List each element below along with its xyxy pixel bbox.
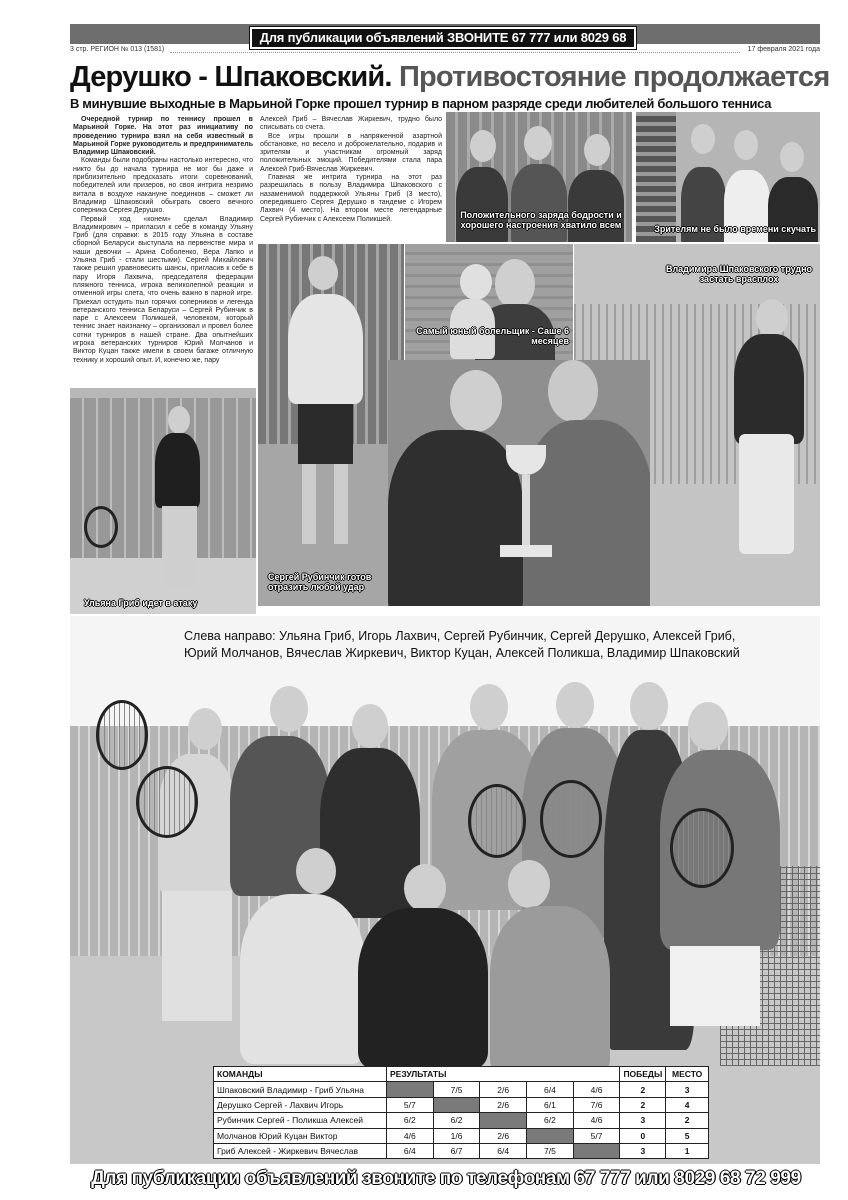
wins-cell: 2 (620, 1097, 666, 1112)
photo-caption: Положительного заряда бодрости и хорошего настроения хватило всем (460, 210, 622, 230)
score-cell: 5/7 (387, 1097, 434, 1112)
score-cell: 2/6 (480, 1097, 527, 1112)
wins-cell: 2 (620, 1082, 666, 1097)
place-cell: 5 (666, 1128, 709, 1143)
photo-caption: Сергей Рубинчик готов отразить любой удар (268, 572, 372, 592)
team-name: Молчанов Юрий Куцан Виктор (214, 1128, 387, 1143)
wins-cell: 3 (620, 1143, 666, 1158)
article-column-1 (73, 116, 253, 365)
table-row (214, 1143, 709, 1158)
header-banner: Для публикации объявлений ЗВОНИТЕ 67 777 или 8029 68 72 999 (250, 27, 636, 49)
score-cell: 4/6 (573, 1082, 620, 1097)
table-header-row (214, 1067, 709, 1082)
score-cell: 2/6 (480, 1128, 527, 1143)
results-table (213, 1066, 709, 1159)
score-cell: 6/4 (480, 1143, 527, 1158)
team-name: Гриб Алексей - Жиркевич Вячеслав (214, 1143, 387, 1158)
score-cell: 5/7 (573, 1128, 620, 1143)
table-row (214, 1082, 709, 1097)
team-name: Шпаковский Владимир - Гриб Ульяна (214, 1082, 387, 1097)
table-row (214, 1097, 709, 1112)
score-cell: 6/2 (527, 1113, 574, 1128)
paragraph: Алексей Гриб – Вячеслав Жиркевич, трудно было списывать со счета. (260, 116, 442, 132)
table-row (214, 1113, 709, 1128)
footer-banner: Для публикации объявлений звоните по телефонам 67 777 или 8029 68 72 999 (91, 1168, 801, 1189)
empty-cell (387, 1082, 434, 1097)
photo-caption: Ульяна Гриб идет в атаку (84, 598, 198, 608)
article-subtitle: В минувшие выходные в Марьиной Горке прошел турнир в парном разряде среди любителей большого тенниса (70, 96, 772, 111)
photo-rubinchik (258, 244, 404, 606)
title-gray: Противостояние продолжается (398, 61, 830, 93)
title-bold: Дерушко - Шпаковский. (70, 61, 392, 93)
photo-spectators-women (636, 112, 820, 242)
photo-spectators-men (446, 112, 632, 242)
score-cell: 6/2 (433, 1113, 480, 1128)
score-cell: 4/6 (573, 1113, 620, 1128)
score-cell: 6/1 (527, 1097, 574, 1112)
wins-cell: 3 (620, 1113, 666, 1128)
photo-trophy (388, 360, 650, 606)
page-info: 3 стр. РЕГИОН № 013 (1581) (70, 46, 165, 53)
paragraph: Все игры прошли в напряженной азартной обстановке, но весело и доброжелательно, подарив и зрителям и участникам огромный заряд положительных эмоций. Победителями стала пара Алексей Гриб-Вячеслав Жиркевич. (260, 132, 442, 173)
score-cell: 7/5 (433, 1082, 480, 1097)
page-meta (70, 46, 820, 56)
header-teams: КОМАНДЫ (214, 1067, 387, 1082)
article-title (70, 60, 830, 94)
photo-caption: Зрителям не было времени скучать (654, 224, 816, 234)
table-row (214, 1128, 709, 1143)
paragraph: Команды были подобраны настолько интересно, что никто бы до начала турнира не мог бы даже и приблизительно предсказать итоги соревнований, победителей или призеров, но своя интрига незримо витала в воздухе накануне поединков – сможет ли Владимир Шпаковский обыграть своего вечного соперника Сергея Дерушко. (73, 157, 253, 215)
photo-caption: Самый юный болельщик - Саше 6 месяцев (416, 326, 569, 346)
empty-cell (573, 1143, 620, 1158)
score-cell: 1/6 (433, 1128, 480, 1143)
score-cell: 7/5 (527, 1143, 574, 1158)
team-name: Рубинчик Сергей - Поликша Алексей (214, 1113, 387, 1128)
score-cell: 7/6 (573, 1097, 620, 1112)
wins-cell: 0 (620, 1128, 666, 1143)
place-cell: 2 (666, 1113, 709, 1128)
score-cell: 6/4 (387, 1143, 434, 1158)
empty-cell (480, 1113, 527, 1128)
paragraph: Главная же интрига турнира на этот раз разрешилась в пользу Владимира Шпаковского с назаменимой поддержкой Ульяны Гриб (3 место), опередившего Сергея Дерушко в тандеме с Игорем Лахвич (4 место). На втором месте легендарные Сергей Рубинчик с Алексеем Поликшей. (260, 174, 442, 223)
place-cell: 4 (666, 1097, 709, 1112)
paragraph: Очередной турнир по теннису прошел в Марьиной Горке. На этот раз инициативу по проведению турнира взял на себя известный в Марьиной Горке руководитель и предприниматель Владимир Шпаковский. (73, 116, 253, 157)
photo-caption: Владимира Шпаковского трудно застать врасплох (665, 264, 813, 284)
score-cell: 6/4 (527, 1082, 574, 1097)
header-results: РЕЗУЛЬТАТЫ (387, 1067, 620, 1082)
issue-date: 17 февраля 2021 года (747, 46, 820, 53)
empty-cell (527, 1128, 574, 1143)
place-cell: 3 (666, 1082, 709, 1097)
score-cell: 2/6 (480, 1082, 527, 1097)
score-cell: 6/2 (387, 1113, 434, 1128)
header-place: МЕСТО (666, 1067, 709, 1082)
paragraph: Первый ход «конем» сделал Владимир Владимирович – пригласил к себе в команду Ульяну Гриб (для справки: в 2015 году Ульяна в составе сборной Беларуси выступала на первенстве мира и наши девочки – Арина Соболенко, Вера Лапко и Ульяна Гриб - стали шестыми). Сергей Михайлович также решил уравновесить шансы, пригласив к себе в пару Игоря Лахвича, председателя федерации пляжного тенниса, игрока великолепной реакции и отменной игры слета, что очень важно в парной игре. Приехал остудить пыл горячих соперников и легенда ветеранского тенниса Беларуси – Сергей Рубинчик в паре с Алексеем Поликшей, человеком, который теннис знает наизнанку – организовал и провел более сотни турниров в нашей стране. Два опытнейших игрока ветеранских турниров Юрий Молчанов и Виктор Куцан также имели в своем багаже отличную технику и хороший опыт. И, конечно же, пару (73, 215, 253, 364)
photo-ulyana (70, 388, 256, 614)
score-cell: 6/7 (433, 1143, 480, 1158)
score-cell: 4/6 (387, 1128, 434, 1143)
meta-divider (170, 52, 740, 53)
article-column-2 (260, 116, 442, 224)
group-caption: Слева направо: Ульяна Гриб, Игорь Лахвич, Сергей Рубинчик, Сергей Дерушко, Алексей Гриб, Юрий Молчанов, Вячеслав Жиркевич, Виктор Куцан, Алексей Поликша, Владимир Шпаковский (184, 629, 740, 660)
empty-cell (433, 1097, 480, 1112)
place-cell: 1 (666, 1143, 709, 1158)
team-name: Дерушко Сергей - Лахвич Игорь (214, 1097, 387, 1112)
header-wins: ПОБЕДЫ (620, 1067, 666, 1082)
